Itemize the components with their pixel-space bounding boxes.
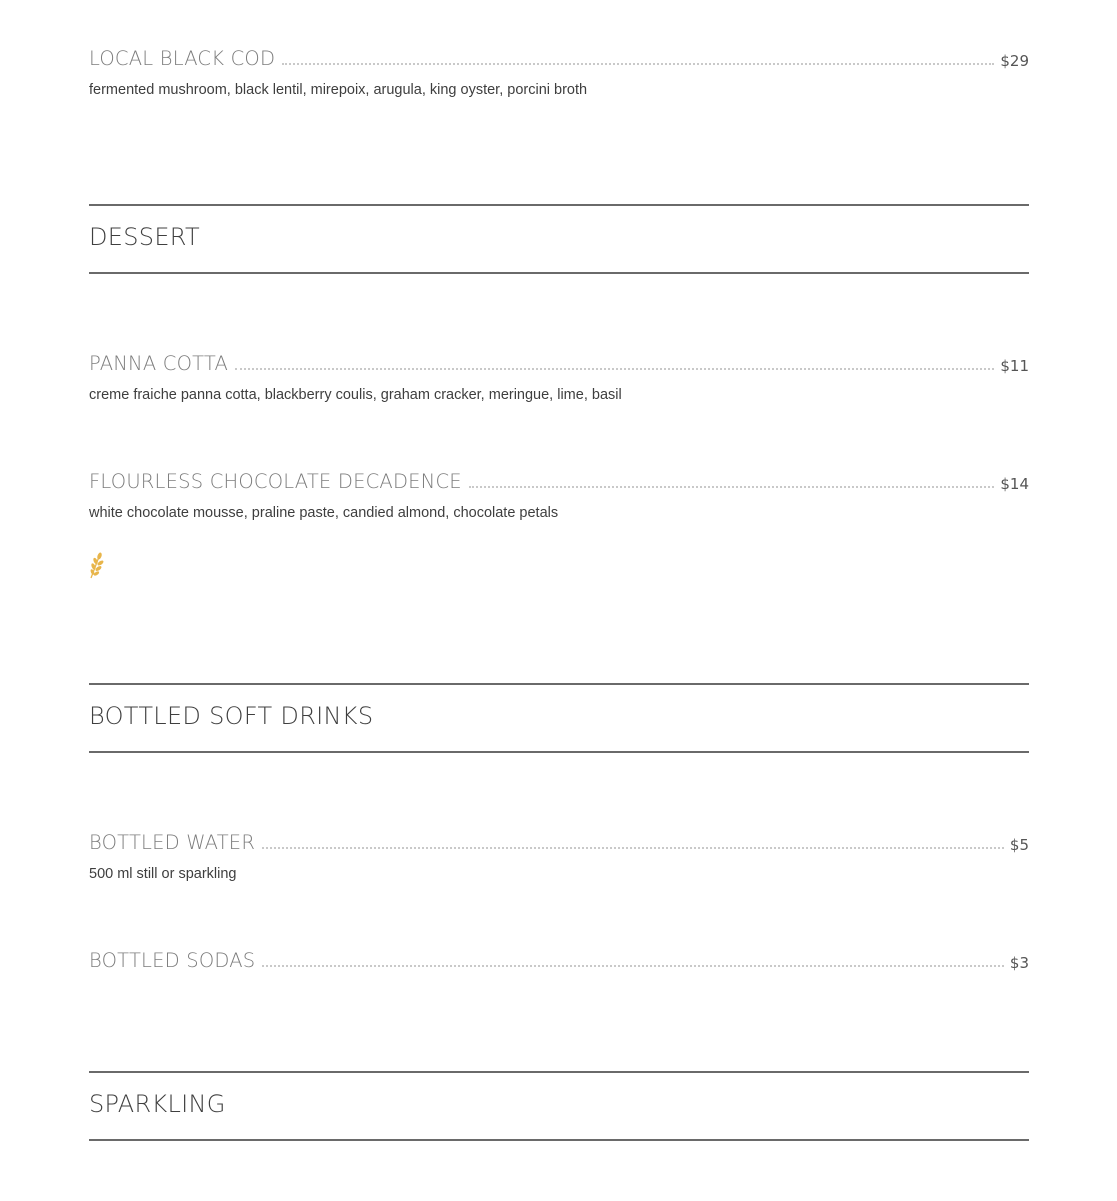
menu-item-price: $3 [1009,954,1029,972]
dotted-leader [235,368,994,370]
menu-item-name: PANNA COTTA [89,351,229,375]
menu-item-bottled-sodas [89,940,1029,970]
section-header-dessert [89,204,1029,274]
menu-item-price: $5 [1009,836,1029,854]
menu-item-header [89,461,1029,491]
menu-item-name: BOTTLED SODAS [89,948,256,972]
menu-item-description: white chocolate mousse, praline paste, candied almond, chocolate petals [89,505,559,521]
menu-item-flourless-chocolate-decadence [89,461,1029,521]
dotted-leader [282,63,994,65]
menu-item-panna-cotta [89,343,1029,403]
menu-item-bottled-water [89,822,1029,882]
menu-item-name: LOCAL BLACK COD [89,46,276,70]
menu-item-description: creme fraiche panna cotta, blackberry coulis, graham cracker, meringue, lime, basil [89,387,622,403]
section-title: DESSERT [89,223,200,251]
dotted-leader [469,486,995,488]
section-header-sparkling [89,1071,1029,1141]
dotted-leader [262,847,1004,849]
menu-item-description: fermented mushroom, black lentil, mirepoix, arugula, king oyster, porcini broth [89,82,588,98]
menu-item-price: $14 [1000,475,1029,493]
menu-item-local-black-cod [89,38,1029,98]
menu-item-header [89,822,1029,852]
menu-item-header [89,38,1029,68]
menu-item-price: $11 [1000,357,1029,375]
menu-item-description: 500 ml still or sparkling [89,866,237,882]
menu-item-price: $29 [1000,52,1029,70]
menu-item-header [89,343,1029,373]
section-header-bottled-soft-drinks [89,683,1029,753]
dotted-leader [262,965,1004,967]
wheat-icon [89,551,105,579]
menu-item-header [89,940,1029,970]
menu-item-name: FLOURLESS CHOCOLATE DECADENCE [89,469,462,493]
section-title: SPARKLING [89,1090,226,1118]
menu-item-name: BOTTLED WATER [89,830,256,854]
section-title: BOTTLED SOFT DRINKS [89,702,374,730]
